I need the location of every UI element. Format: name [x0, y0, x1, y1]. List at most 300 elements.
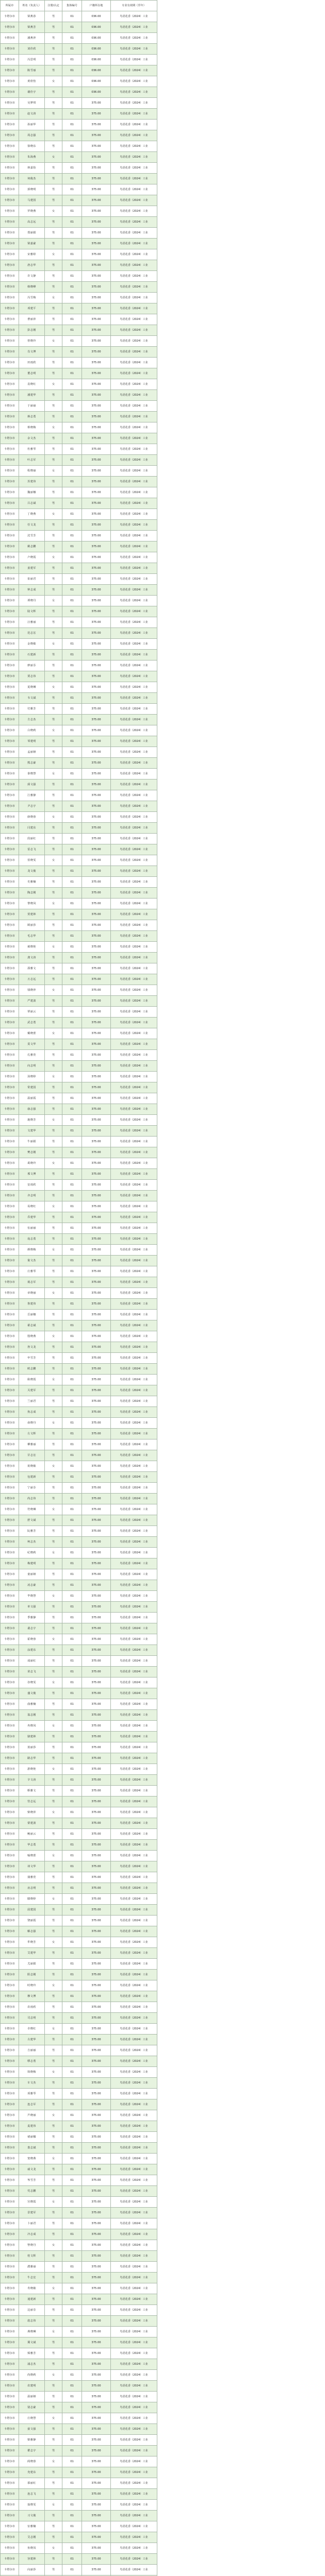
table-row — [1, 2435, 157, 2446]
cell-validity: 鸟语花香（2024）工业 — [111, 422, 157, 433]
cell-name: 崔丽君 — [19, 574, 45, 585]
cell-city: 卡塔尔市 — [1, 1028, 19, 1039]
cell-validity: 鸟语花香（2024）工业 — [111, 682, 157, 693]
cell-residence: 375.00 — [82, 120, 111, 130]
cell-registration: 男 — [45, 1407, 62, 1418]
cell-validity: 鸟语花香（2024）工业 — [111, 2554, 157, 2565]
table-row — [1, 660, 157, 671]
cell-residence: 375.00 — [82, 2435, 111, 2446]
cell-city: 卡塔尔市 — [1, 1634, 19, 1645]
cell-name: 付雅芳 — [19, 704, 45, 715]
cell-name: 田雨欣 — [19, 358, 45, 368]
cell-city: 卡塔尔市 — [1, 1623, 19, 1634]
cell-name: 缪志勇 — [19, 2056, 45, 2067]
cell-residence: 375.00 — [82, 2478, 111, 2489]
cell-registration: 男 — [45, 1439, 62, 1450]
cell-city: 卡塔尔市 — [1, 1688, 19, 1699]
cell-validity: 鸟语花香（2024）工业 — [111, 541, 157, 552]
cell-registration: 男 — [45, 2099, 62, 2110]
cell-group-number: 01 — [62, 1569, 82, 1580]
cell-city: 卡塔尔市 — [1, 963, 19, 974]
cell-validity: 鸟语花香（2024）工业 — [111, 1959, 157, 1970]
cell-group-number: 01 — [62, 1916, 82, 1926]
cell-validity: 鸟语花香（2024）工业 — [111, 1201, 157, 1212]
cell-city: 卡塔尔市 — [1, 1872, 19, 1883]
cell-city: 卡塔尔市 — [1, 2381, 19, 2392]
cell-registration: 女 — [45, 1807, 62, 1818]
table-row — [1, 877, 157, 888]
cell-residence: 375.00 — [82, 1018, 111, 1028]
cell-residence: 375.00 — [82, 1937, 111, 1948]
table-row — [1, 2456, 157, 2467]
cell-residence: 375.00 — [82, 1201, 111, 1212]
cell-city: 卡塔尔市 — [1, 1699, 19, 1710]
cell-city: 卡塔尔市 — [1, 65, 19, 76]
cell-validity: 鸟语花香（2024）工业 — [111, 1169, 157, 1180]
cell-name: 钱晓萍 — [19, 985, 45, 996]
cell-validity: 鸟语花香（2024）工业 — [111, 2478, 157, 2489]
cell-name: 熊志豪 — [19, 758, 45, 769]
cell-group-number: 01 — [62, 282, 82, 293]
cell-city: 卡塔尔市 — [1, 260, 19, 271]
cell-name: 燕晓琳 — [19, 2327, 45, 2337]
cell-registration: 男 — [45, 606, 62, 617]
cell-validity: 鸟语花香（2024）工业 — [111, 1082, 157, 1093]
cell-group-number: 01 — [62, 401, 82, 412]
cell-city: 卡塔尔市 — [1, 2099, 19, 2110]
cell-group-number: 01 — [62, 2370, 82, 2381]
cell-name: 谭晓丹 — [19, 596, 45, 606]
table-row — [1, 1721, 157, 1732]
table-row — [1, 715, 157, 725]
cell-validity: 鸟语花香（2024）工业 — [111, 1039, 157, 1050]
table-row — [1, 541, 157, 552]
cell-city: 卡塔尔市 — [1, 347, 19, 358]
cell-city: 卡塔尔市 — [1, 2110, 19, 2121]
cell-group-number: 01 — [62, 931, 82, 942]
cell-registration: 男 — [45, 2316, 62, 2327]
cell-residence: 375.00 — [82, 1916, 111, 1926]
cell-group-number: 01 — [62, 996, 82, 1007]
table-row — [1, 217, 157, 228]
cell-group-number: 01 — [62, 379, 82, 390]
cell-group-number: 01 — [62, 1613, 82, 1623]
cell-residence: 375.00 — [82, 920, 111, 931]
cell-validity: 鸟语花香（2024）工业 — [111, 390, 157, 401]
table-row — [1, 1807, 157, 1818]
cell-validity: 鸟语花香（2024）工业 — [111, 2294, 157, 2305]
cell-group-number: 01 — [62, 11, 82, 22]
cell-residence: 375.00 — [82, 1461, 111, 1472]
cell-residence: 375.00 — [82, 671, 111, 682]
cell-residence: 375.00 — [82, 2143, 111, 2154]
cell-residence: 375.00 — [82, 487, 111, 498]
cell-registration: 女 — [45, 639, 62, 650]
cell-validity: 鸟语花香（2024）工业 — [111, 2132, 157, 2143]
cell-validity: 鸟语花香（2024）工业 — [111, 563, 157, 574]
cell-city: 卡塔尔市 — [1, 844, 19, 855]
table-row — [1, 574, 157, 585]
cell-validity: 鸟语花香（2024）工业 — [111, 1948, 157, 1959]
cell-validity: 鸟语花香（2024）工业 — [111, 228, 157, 239]
table-row — [1, 1916, 157, 1926]
cell-city: 卡塔尔市 — [1, 249, 19, 260]
cell-group-number: 01 — [62, 541, 82, 552]
cell-validity: 鸟语花香（2024）工业 — [111, 1450, 157, 1461]
cell-city: 卡塔尔市 — [1, 1266, 19, 1277]
cell-city: 卡塔尔市 — [1, 585, 19, 596]
cell-validity: 鸟语花香（2024）工业 — [111, 1126, 157, 1137]
cell-group-number: 01 — [62, 2283, 82, 2294]
cell-city: 卡塔尔市 — [1, 401, 19, 412]
cell-validity: 鸟语花香（2024）工业 — [111, 1548, 157, 1558]
cell-name: 夏晓琳 — [19, 682, 45, 693]
cell-group-number: 01 — [62, 963, 82, 974]
cell-registration: 男 — [45, 888, 62, 899]
cell-group-number: 01 — [62, 206, 82, 217]
cell-city: 卡塔尔市 — [1, 2392, 19, 2402]
cell-city: 卡塔尔市 — [1, 1797, 19, 1807]
cell-city: 卡塔尔市 — [1, 1126, 19, 1137]
cell-group-number: 01 — [62, 1645, 82, 1656]
table-row — [1, 1623, 157, 1634]
cell-registration: 男 — [45, 1883, 62, 1894]
cell-residence: 375.00 — [82, 390, 111, 401]
cell-residence: 375.00 — [82, 1191, 111, 1201]
cell-residence: 375.00 — [82, 1331, 111, 1342]
cell-group-number: 01 — [62, 985, 82, 996]
cell-registration: 男 — [45, 1299, 62, 1310]
cell-name: 梅建明 — [19, 1558, 45, 1569]
cell-registration: 男 — [45, 1699, 62, 1710]
table-row — [1, 2273, 157, 2283]
cell-city: 卡塔尔市 — [1, 2435, 19, 2446]
cell-validity: 鸟语花香（2024）工业 — [111, 1028, 157, 1039]
cell-name: 梁燕芳 — [19, 22, 45, 33]
cell-registration: 男 — [45, 33, 62, 44]
cell-name: 赵文涛 — [19, 109, 45, 120]
cell-name: 鲁建伟 — [19, 1299, 45, 1310]
cell-group-number: 01 — [62, 98, 82, 109]
cell-city: 卡塔尔市 — [1, 1364, 19, 1375]
cell-registration: 男 — [45, 477, 62, 487]
cell-residence: 375.00 — [82, 217, 111, 228]
cell-registration: 女 — [45, 1937, 62, 1948]
cell-residence: 375.00 — [82, 1677, 111, 1688]
cell-group-number: 01 — [62, 1245, 82, 1256]
cell-city: 卡塔尔市 — [1, 1504, 19, 1515]
cell-residence: 375.00 — [82, 1591, 111, 1602]
table-row — [1, 769, 157, 779]
cell-name: 詹文龙 — [19, 1342, 45, 1353]
cell-validity: 鸟语花香（2024）工业 — [111, 1851, 157, 1861]
cell-validity: 鸟语花香（2024）工业 — [111, 1494, 157, 1504]
table-row — [1, 1634, 157, 1645]
cell-validity: 鸟语花香（2024）工业 — [111, 2089, 157, 2099]
cell-residence: 375.00 — [82, 2078, 111, 2089]
cell-registration: 女 — [45, 2543, 62, 2554]
cell-city: 卡塔尔市 — [1, 563, 19, 574]
cell-city: 卡塔尔市 — [1, 1180, 19, 1191]
cell-group-number: 01 — [62, 2456, 82, 2467]
cell-residence: 375.00 — [82, 963, 111, 974]
cell-group-number: 01 — [62, 1742, 82, 1753]
cell-validity: 鸟语花香（2024）工业 — [111, 314, 157, 325]
cell-registration: 男 — [45, 2229, 62, 2240]
cell-group-number: 01 — [62, 1115, 82, 1126]
cell-name: 甘志宏 — [19, 1450, 45, 1461]
cell-residence: 375.00 — [82, 1256, 111, 1266]
cell-group-number: 01 — [62, 2121, 82, 2132]
table-row — [1, 336, 157, 347]
cell-name: 邢文博 — [19, 1169, 45, 1180]
table-row — [1, 1050, 157, 1061]
cell-city: 卡塔尔市 — [1, 293, 19, 303]
cell-validity: 鸟语花香（2024）工业 — [111, 888, 157, 899]
cell-validity: 鸟语花香（2024）工业 — [111, 2467, 157, 2478]
cell-registration: 男 — [45, 1385, 62, 1396]
cell-city: 卡塔尔市 — [1, 1245, 19, 1256]
cell-validity: 鸟语花香（2024）工业 — [111, 2067, 157, 2078]
table-row — [1, 1569, 157, 1580]
cell-validity: 鸟语花香（2024）工业 — [111, 271, 157, 282]
cell-city: 卡塔尔市 — [1, 217, 19, 228]
cell-group-number: 01 — [62, 790, 82, 801]
cell-city: 卡塔尔市 — [1, 444, 19, 455]
cell-validity: 鸟语花香（2024）工业 — [111, 725, 157, 736]
cell-group-number: 01 — [62, 2424, 82, 2435]
cell-validity: 鸟语花香（2024）工业 — [111, 303, 157, 314]
cell-validity: 鸟语花香（2024）工业 — [111, 2381, 157, 2392]
cell-residence: 375.00 — [82, 228, 111, 239]
cell-registration: 男 — [45, 184, 62, 195]
cell-validity: 鸟语花香（2024）工业 — [111, 336, 157, 347]
table-row — [1, 2424, 157, 2435]
cell-residence: 375.00 — [82, 682, 111, 693]
table-row — [1, 2305, 157, 2316]
cell-validity: 鸟语花香（2024）工业 — [111, 1299, 157, 1310]
cell-name: 严建波 — [19, 996, 45, 1007]
cell-residence: 375.00 — [82, 2532, 111, 2543]
cell-group-number: 01 — [62, 174, 82, 184]
cell-residence: 375.00 — [82, 2197, 111, 2208]
cell-name: 倪文杰 — [19, 1256, 45, 1266]
cell-registration: 女 — [45, 1028, 62, 1039]
cell-residence: 375.00 — [82, 2067, 111, 2078]
cell-registration: 男 — [45, 2251, 62, 2262]
cell-city: 卡塔尔市 — [1, 2359, 19, 2370]
cell-city: 卡塔尔市 — [1, 1223, 19, 1234]
table-row — [1, 563, 157, 574]
table-row — [1, 552, 157, 563]
cell-name: 姚志鹏 — [19, 541, 45, 552]
cell-name: 汤晓婷 — [19, 1072, 45, 1082]
cell-residence: 375.00 — [82, 1407, 111, 1418]
cell-registration: 男 — [45, 1656, 62, 1667]
cell-group-number: 01 — [62, 2500, 82, 2511]
cell-validity: 鸟语花香（2024）工业 — [111, 2035, 157, 2045]
cell-name: 聂志军 — [19, 1277, 45, 1288]
cell-validity: 鸟语花香（2024）工业 — [111, 1526, 157, 1537]
cell-group-number: 01 — [62, 163, 82, 174]
cell-group-number: 01 — [62, 974, 82, 985]
cell-city: 卡塔尔市 — [1, 1980, 19, 1991]
cell-validity: 鸟语花香（2024）工业 — [111, 1439, 157, 1450]
table-row — [1, 2532, 157, 2543]
cell-registration: 男 — [45, 650, 62, 660]
cell-city: 卡塔尔市 — [1, 487, 19, 498]
cell-city: 卡塔尔市 — [1, 704, 19, 715]
table-row — [1, 585, 157, 596]
table-row — [1, 1137, 157, 1147]
cell-group-number: 01 — [62, 120, 82, 130]
cell-validity: 鸟语花香（2024）工业 — [111, 1234, 157, 1245]
cell-residence: 375.00 — [82, 174, 111, 184]
cell-validity: 鸟语花香（2024）工业 — [111, 1807, 157, 1818]
cell-residence: 375.00 — [82, 1894, 111, 1905]
cell-validity: 鸟语花香（2024）工业 — [111, 11, 157, 22]
cell-name: 袁晓红 — [19, 379, 45, 390]
cell-registration: 男 — [45, 2132, 62, 2143]
table-row — [1, 1072, 157, 1082]
cell-residence: 375.00 — [82, 866, 111, 877]
cell-registration: 男 — [45, 174, 62, 184]
table-row — [1, 1158, 157, 1169]
cell-registration: 女 — [45, 379, 62, 390]
cell-city: 卡塔尔市 — [1, 1061, 19, 1072]
table-row — [1, 2175, 157, 2186]
cell-validity: 鸟语花香（2024）工业 — [111, 855, 157, 866]
cell-name: 白晓莉 — [19, 725, 45, 736]
cell-validity: 鸟语花香（2024）工业 — [111, 1385, 157, 1396]
cell-name: 尹志宇 — [19, 801, 45, 812]
cell-residence: 375.00 — [82, 325, 111, 336]
cell-residence: 375.00 — [82, 2099, 111, 2110]
table-row — [1, 1818, 157, 1829]
cell-validity: 鸟语花香（2024）工业 — [111, 2121, 157, 2132]
cell-registration: 男 — [45, 1515, 62, 1526]
table-row — [1, 228, 157, 239]
cell-name: 庞志勇 — [19, 1234, 45, 1245]
table-row — [1, 1883, 157, 1894]
cell-name: 俞晓丹 — [19, 1418, 45, 1429]
cell-name: 薛晓蓉 — [19, 812, 45, 823]
cell-residence: 375.00 — [82, 1288, 111, 1299]
cell-name: 彭志刚 — [19, 325, 45, 336]
table-row — [1, 1310, 157, 1320]
cell-group-number: 01 — [62, 1699, 82, 1710]
cell-group-number: 01 — [62, 152, 82, 163]
cell-group-number: 01 — [62, 1028, 82, 1039]
table-row — [1, 2099, 157, 2110]
cell-registration: 男 — [45, 1840, 62, 1851]
table-row — [1, 98, 157, 109]
cell-name: 阮雅芳 — [19, 1526, 45, 1537]
cell-group-number: 01 — [62, 2316, 82, 2327]
cell-residence: 375.00 — [82, 109, 111, 120]
cell-group-number: 01 — [62, 552, 82, 563]
table-row — [1, 2067, 157, 2078]
table-row — [1, 1677, 157, 1688]
cell-name: 吉丽丽 — [19, 2045, 45, 2056]
cell-group-number: 01 — [62, 953, 82, 963]
cell-group-number: 01 — [62, 1861, 82, 1872]
cell-name: 许文静 — [19, 271, 45, 282]
cell-city: 卡塔尔市 — [1, 325, 19, 336]
cell-residence: 375.00 — [82, 249, 111, 260]
cell-name: 侯晓雯 — [19, 855, 45, 866]
cell-registration: 男 — [45, 87, 62, 98]
cell-city: 卡塔尔市 — [1, 2143, 19, 2154]
cell-city: 卡塔尔市 — [1, 2478, 19, 2489]
cell-validity: 鸟语花香（2024）工业 — [111, 141, 157, 152]
cell-validity: 鸟语花香（2024）工业 — [111, 2413, 157, 2424]
cell-city: 卡塔尔市 — [1, 22, 19, 33]
cell-city: 卡塔尔市 — [1, 974, 19, 985]
cell-name: 慕丽红 — [19, 2478, 45, 2489]
cell-residence: 375.00 — [82, 1807, 111, 1818]
cell-group-number: 01 — [62, 639, 82, 650]
table-row — [1, 2197, 157, 2208]
cell-residence: 375.00 — [82, 574, 111, 585]
table-row — [1, 109, 157, 120]
table-row — [1, 596, 157, 606]
cell-group-number: 01 — [62, 55, 82, 65]
cell-group-number: 01 — [62, 617, 82, 628]
cell-city: 卡塔尔市 — [1, 1926, 19, 1937]
cell-validity: 鸟语花香（2024）工业 — [111, 1797, 157, 1807]
table-row — [1, 855, 157, 866]
cell-group-number: 01 — [62, 834, 82, 844]
cell-validity: 鸟语花香（2024）工业 — [111, 877, 157, 888]
cell-group-number: 01 — [62, 2446, 82, 2456]
cell-registration: 男 — [45, 1753, 62, 1764]
cell-residence: 375.00 — [82, 509, 111, 520]
cell-name: 习文俊 — [19, 2511, 45, 2521]
table-row — [1, 2002, 157, 2013]
cell-registration: 男 — [45, 358, 62, 368]
cell-residence: 375.00 — [82, 1169, 111, 1180]
cell-city: 卡塔尔市 — [1, 1526, 19, 1537]
cell-registration: 男 — [45, 2078, 62, 2089]
table-row — [1, 44, 157, 55]
cell-group-number: 01 — [62, 314, 82, 325]
table-row — [1, 2013, 157, 2024]
table-row — [1, 282, 157, 293]
cell-group-number: 01 — [62, 130, 82, 141]
table-row — [1, 2164, 157, 2175]
cell-name: 阎晓蓉 — [19, 2456, 45, 2467]
cell-name: 周志强 — [19, 130, 45, 141]
cell-group-number: 01 — [62, 1894, 82, 1905]
cell-name: 牟晓芳 — [19, 1937, 45, 1948]
cell-group-number: 01 — [62, 1061, 82, 1072]
cell-name: 项雅琴 — [19, 2089, 45, 2099]
cell-registration: 女 — [45, 985, 62, 996]
roster-table — [0, 0, 157, 2576]
cell-validity: 鸟语花香（2024）工业 — [111, 1732, 157, 1742]
cell-residence: 375.00 — [82, 1418, 111, 1429]
table-row — [1, 325, 157, 336]
cell-group-number: 01 — [62, 2197, 82, 2208]
cell-registration: 男 — [45, 2045, 62, 2056]
cell-validity: 鸟语花香（2024）工业 — [111, 2446, 157, 2456]
table-row — [1, 1948, 157, 1959]
cell-name: 孟丽娅 — [19, 747, 45, 758]
cell-validity: 鸟语花香（2024）工业 — [111, 1786, 157, 1797]
cell-city: 卡塔尔市 — [1, 985, 19, 996]
cell-residence: 375.00 — [82, 1991, 111, 2002]
